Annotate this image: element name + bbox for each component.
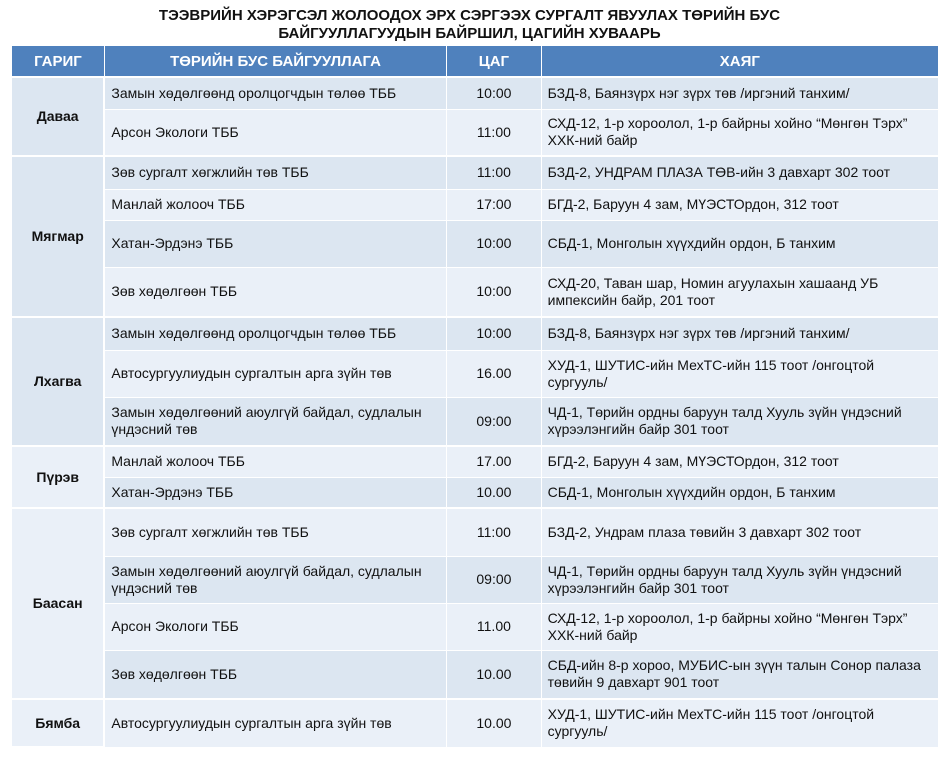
time-cell: 10.00 (447, 699, 541, 747)
day-cell-tuesday: Мягмар (12, 156, 105, 317)
org-cell: Хатан-Эрдэнэ ТББ (104, 220, 446, 267)
time-cell: 16.00 (447, 350, 541, 397)
org-cell: Зөв хөдөлгөөн ТББ (104, 650, 446, 699)
org-cell: Зөв сургалт хөгжлийн төв ТББ (104, 508, 446, 556)
table-row (12, 508, 939, 556)
day-cell-wednesday: Лхагва (12, 317, 105, 446)
table-row (12, 556, 939, 603)
address-cell: ХУД-1, ШУТИС-ийн МехТС-ийн 115 тоот /онгоцтой сургууль/ (541, 699, 938, 747)
table-row (12, 350, 939, 397)
table-row (12, 699, 939, 747)
table-row (12, 317, 939, 350)
header-address: ХАЯГ (541, 46, 938, 78)
org-cell: Замын хөдөлгөөний аюулгүй байдал, судлалын үндэсний төв (104, 556, 446, 603)
table-row (12, 189, 939, 220)
time-cell: 09:00 (447, 397, 541, 446)
address-cell: СХД-12, 1-р хороолол, 1-р байрны хойно “Мөнгөн Тэрх” ХХК-ний байр (541, 109, 938, 156)
address-cell: СБД-1, Монголын хүүхдийн ордон, Б танхим (541, 220, 938, 267)
time-cell: 11:00 (447, 109, 541, 156)
table-row (12, 77, 939, 109)
address-cell: БЗД-8, Баянзүрх нэг зүрх төв /иргэний танхим/ (541, 317, 938, 350)
org-cell: Замын хөдөлгөөнд оролцогчдын төлөө ТББ (104, 77, 446, 109)
address-cell: ЧД-1, Төрийн ордны баруун талд Хууль зүйн үндэсний хүрээлэнгийн байр 301 тоот (541, 397, 938, 446)
address-cell: БЗД-2, Ундрам плаза төвийн 3 давхарт 302 тоот (541, 508, 938, 556)
org-cell: Хатан-Эрдэнэ ТББ (104, 477, 446, 508)
table-row (12, 267, 939, 317)
org-cell: Зөв хөдөлгөөн ТББ (104, 267, 446, 317)
address-cell: СБД-ийн 8-р хороо, МУБИС-ын зүүн талын Сонор палаза төвийн 9 давхарт 901 тоот (541, 650, 938, 699)
org-cell: Манлай жолооч ТББ (104, 446, 446, 477)
header-day: ГАРИГ (12, 46, 105, 78)
table-row (12, 446, 939, 477)
org-cell: Автосургуулиудын сургалтын арга зүйн төв (104, 350, 446, 397)
address-cell: ЧД-1, Төрийн ордны баруун талд Хууль зүйн үндэсний хүрээлэнгийн байр 301 тоот (541, 556, 938, 603)
table-row (12, 156, 939, 189)
org-cell: Автосургуулиудын сургалтын арга зүйн төв (104, 699, 446, 747)
schedule-table (11, 45, 939, 748)
page-title-line-2: БАЙГУУЛЛАГУУДЫН БАЙРШИЛ, ЦАГИЙН ХУВААРЬ (278, 25, 661, 42)
address-cell: СХД-12, 1-р хороолол, 1-р байрны хойно “Мөнгөн Тэрх” ХХК-ний байр (541, 603, 938, 650)
time-cell: 17.00 (447, 446, 541, 477)
org-cell: Зөв сургалт хөгжлийн төв ТББ (104, 156, 446, 189)
address-cell: СБД-1, Монголын хүүхдийн ордон, Б танхим (541, 477, 938, 508)
day-cell-monday: Даваа (12, 77, 105, 156)
time-cell: 11.00 (447, 603, 541, 650)
address-cell: СХД-20, Таван шар, Номин агуулахын хашаанд УБ импексийн байр, 201 тоот (541, 267, 938, 317)
header-org: ТӨРИЙН БУС БАЙГУУЛЛАГА (104, 46, 446, 78)
address-cell: ХУД-1, ШУТИС-ийн МехТС-ийн 115 тоот /онгоцтой сургууль/ (541, 350, 938, 397)
time-cell: 11:00 (447, 156, 541, 189)
address-cell: БЗД-8, Баянзүрх нэг зүрх төв /иргэний танхим/ (541, 77, 938, 109)
header-time: ЦАГ (447, 46, 541, 78)
time-cell: 10:00 (447, 220, 541, 267)
org-cell: Замын хөдөлгөөний аюулгүй байдал, судлалын үндэсний төв (104, 397, 446, 446)
table-row (12, 220, 939, 267)
page-title-line-1: ТЭЭВРИЙН ХЭРЭГСЭЛ ЖОЛООДОХ ЭРХ СЭРГЭЭХ СУРГАЛТ ЯВУУЛАХ ТӨРИЙН БУС (158, 7, 781, 24)
day-cell-friday: Баасан (12, 508, 105, 699)
time-cell: 11:00 (447, 508, 541, 556)
time-cell: 17:00 (447, 189, 541, 220)
org-cell: Замын хөдөлгөөнд оролцогчдын төлөө ТББ (104, 317, 446, 350)
table-row (12, 477, 939, 508)
org-cell: Арсон Экологи ТББ (104, 603, 446, 650)
table-row (12, 650, 939, 699)
org-cell: Манлай жолооч ТББ (104, 189, 446, 220)
table-row (12, 603, 939, 650)
header-row (12, 46, 939, 78)
day-cell-thursday: Пүрэв (12, 446, 105, 508)
time-cell: 10.00 (447, 650, 541, 699)
time-cell: 10.00 (447, 477, 541, 508)
time-cell: 10:00 (447, 317, 541, 350)
time-cell: 10:00 (447, 267, 541, 317)
address-cell: БЗД-2, УНДРАМ ПЛАЗА ТӨВ-ийн 3 давхарт 302 тоот (541, 156, 938, 189)
day-cell-saturday: Бямба (12, 699, 105, 747)
address-cell: БГД-2, Баруун 4 зам, МҮЭСТОрдон, 312 тоот (541, 189, 938, 220)
address-cell: БГД-2, Баруун 4 зам, МҮЭСТОрдон, 312 тоот (541, 446, 938, 477)
time-cell: 10:00 (447, 77, 541, 109)
org-cell: Арсон Экологи ТББ (104, 109, 446, 156)
table-row (12, 397, 939, 446)
time-cell: 09:00 (447, 556, 541, 603)
table-row (12, 109, 939, 156)
